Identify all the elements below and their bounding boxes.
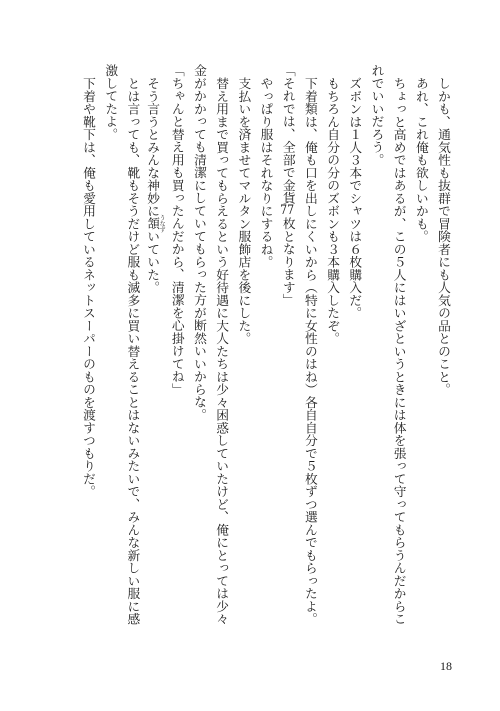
text-column: しかも、通気性も抜群で冒険者にも人気の品とのこと。 [435,76,450,396]
text-column: あれ、これ俺も欲しいかも。 [412,76,428,243]
text-column: 下着や靴下は、俺も愛用しているネットスーパーのものを渡すつもりだ。 [80,76,95,498]
text-segment: 枚となります」 [279,217,295,307]
text-column: ちょっと高めではあるが、この５人にはいざというときには体を張って守ってもらうんだからこ [390,76,406,625]
ruby-annotation [144,214,166,233]
ruby-base: 頷 [144,214,160,233]
text-column: 金がかかっても清潔にしていてもらった方が断然いいからな。 [190,64,206,421]
text-column: 替え用まで買ってもらえるという好待遇に大人たちは少々困惑していたけど、俺にとっては少々 [213,76,229,625]
text-column: ズボンは１人３本でシャツは６枚購入だ。 [346,76,362,319]
text-column: 支払いを済ませてマルタン服飾店を後にした。 [235,76,251,345]
text-column [276,64,298,630]
vertical-text-body [75,64,453,630]
text-column [142,64,164,630]
text-segment: そう言うとみんな神妙に [144,76,160,217]
text-column: とは言っても、靴もそうだけど服も滅多に買い替えることはないみたいで、みんな新しい服に感 [124,76,140,625]
text-column: れでいいだろう。 [368,64,384,166]
text-column: 下着類は、俺も口を出しにくいから（特に女性のはね）各自自分で５枚ずつ選んでもらったよ。 [301,76,317,625]
text-column: 激してたよ。 [102,64,118,141]
ruby-reading: うなず [158,214,166,233]
text-segment: 「それでは、全部で金貨 [279,64,295,205]
tate-chu-yoko-number: 77 [280,204,295,217]
text-column: やっぱり服はそれなりにするね。 [257,76,273,268]
page-number: 18 [440,659,452,673]
text-segment: いていた。 [144,229,160,294]
text-column: 「ちゃんと替え用も買ったんだから、清潔を心掛けてね」 [168,64,184,396]
text-column: もちろん自分の分のズボンも３本購入したぞ。 [324,76,340,345]
